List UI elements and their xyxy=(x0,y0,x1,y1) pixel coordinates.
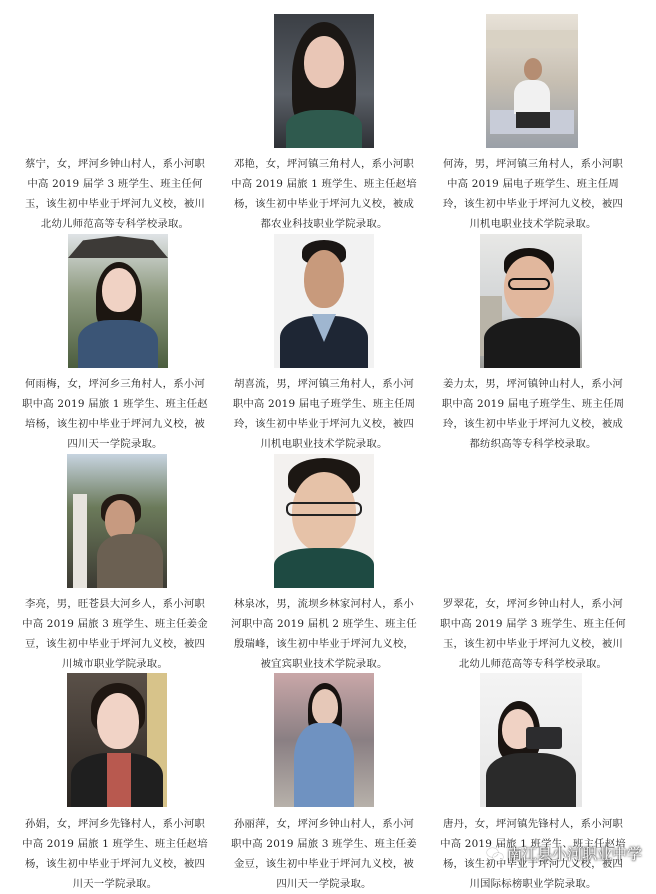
student-photo xyxy=(68,234,168,368)
student-photo xyxy=(274,673,374,807)
student-caption: 何涛，男，坪河镇三角村人，系小河职中高 2019 届电子班学生、班主任周玲，该生初中毕业于坪河九义校，被四川机电职业技术学院录取。 xyxy=(442,158,624,230)
student-caption: 李亮，男，旺苍县大河乡人，系小河职中高 2019 届旅 3 班学生、班主任姜金豆，该生初中毕业于坪河九义校，被四川城市职业学院录取。 xyxy=(22,598,208,670)
watermark-text: 南江县小河职业中学 xyxy=(506,845,642,863)
student-caption: 胡喜流，男，坪河镇三角村人，系小河职中高 2019 届电子班学生、班主任周玲，该生初中毕业于坪河九义校，被四川机电职业技术学院录取。 xyxy=(232,378,416,450)
student-caption: 蔡宁，女，坪河乡钟山村人，系小河职中高 2019 届学 3 班学生、班主任何玉，该生初中毕业于坪河九义校，被川北幼儿师范高等专科学校录取。 xyxy=(24,158,206,230)
student-photo xyxy=(67,673,167,807)
student-photo xyxy=(274,14,374,148)
student-photo xyxy=(67,454,167,588)
student-caption: 唐丹，女，坪河镇先锋村人，系小河职中高 2019 届旅 1 班学生、班主任赵培杨，该生初中毕业于坪河九义校，被四川国际标榜职业学院录取。 xyxy=(440,818,626,890)
student-caption: 林泉冰，男，流坝乡林家河村人，系小河职中高 2019 届机 2 班学生、班主任殷瑞峰，该生初中毕业于坪河九义校，被宜宾职业技术学院录取。 xyxy=(231,598,417,670)
student-caption: 姜力太，男，坪河镇钟山村人，系小河职中高 2019 届电子班学生、班主任周玲，该生初中毕业于坪河九义校，被成都纺织高等专科学校录取。 xyxy=(441,378,625,450)
student-photo xyxy=(274,234,374,368)
wechat-icon xyxy=(487,847,503,861)
student-photo xyxy=(274,454,374,588)
student-photo xyxy=(480,673,582,807)
student-photo xyxy=(486,14,578,148)
student-photo xyxy=(480,234,582,368)
student-caption: 何雨梅，女，坪河乡三角村人，系小河职中高 2019 届旅 1 班学生、班主任赵培杨，该生初中毕业于坪河九义校，被四川天一学院录取。 xyxy=(22,378,208,450)
student-caption: 邓艳，女，坪河镇三角村人，系小河职中高 2019 届旅 1 班学生、班主任赵培杨，该生初中毕业于坪河九义校，被成都农业科技职业学院录取。 xyxy=(231,158,417,230)
student-caption: 孙丽萍，女，坪河乡钟山村人，系小河职中高 2019 届旅 3 班学生、班主任姜金豆，该生初中毕业于坪河九义校，被四川天一学院录取。 xyxy=(231,818,417,890)
watermark xyxy=(487,843,642,864)
student-caption: 罗翠花，女，坪河乡钟山村人，系小河职中高 2019 届学 3 班学生、班主任何玉，该生初中毕业于坪河九义校，被川北幼儿师范高等专科学校录取。 xyxy=(440,598,626,670)
student-caption: 孙娟，女，坪河乡先锋村人，系小河职中高 2019 届旅 1 班学生、班主任赵培杨，该生初中毕业于坪河九义校，被四川天一学院录取。 xyxy=(22,818,208,890)
